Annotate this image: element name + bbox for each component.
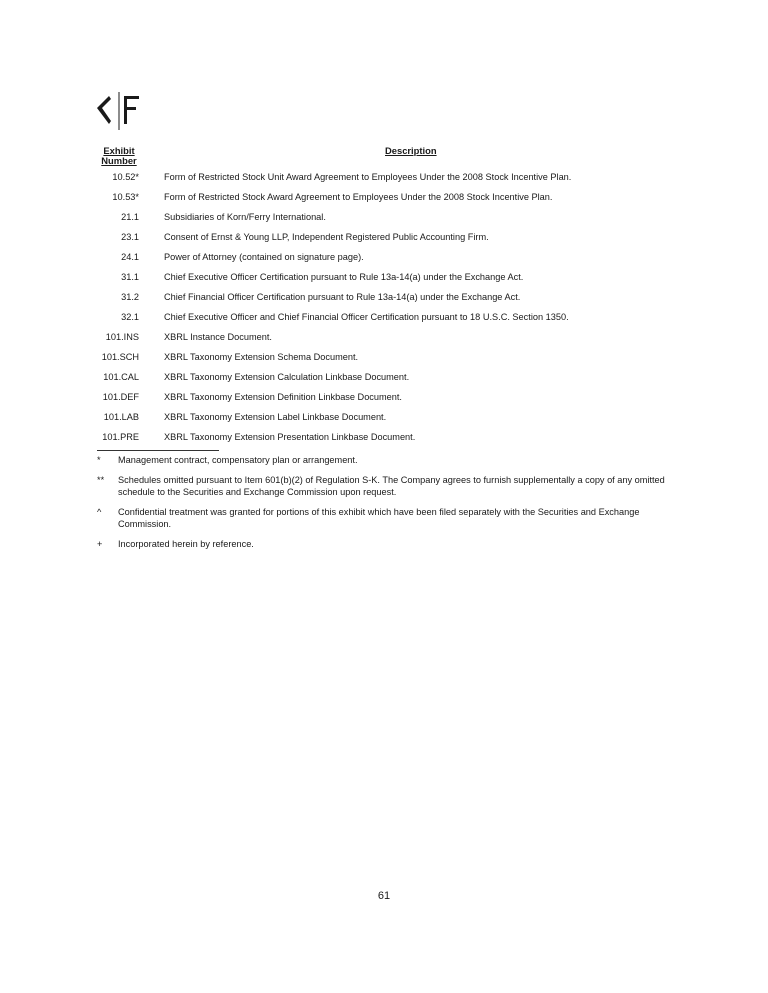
exhibit-row — [80, 331, 680, 343]
footnote-text: Management contract, compensatory plan or arrangement. — [118, 455, 358, 465]
exhibit-description: Consent of Ernst & Young LLP, Independent Registered Public Accounting Firm. — [164, 232, 489, 242]
exhibit-description: XBRL Taxonomy Extension Definition Linkbase Document. — [164, 392, 402, 402]
exhibit-row — [80, 191, 680, 203]
footnote-text: Confidential treatment was granted for portions of this exhibit which have been filed separately with the Securities and Exchange Commission. — [118, 507, 640, 529]
exhibit-number: 32.1 — [121, 312, 139, 322]
exhibit-number: 101.INS — [105, 332, 139, 342]
exhibit-number: 101.LAB — [103, 412, 139, 422]
exhibit-description: Form of Restricted Stock Unit Award Agreement to Employees Under the 2008 Stock Incentive Plan. — [164, 172, 572, 182]
exhibit-description: XBRL Taxonomy Extension Presentation Linkbase Document. — [164, 432, 416, 442]
exhibit-number: 21.1 — [121, 212, 139, 222]
exhibit-description: Subsidiaries of Korn/Ferry International. — [164, 212, 326, 222]
exhibit-row — [80, 251, 680, 263]
footnote-text: Schedules omitted pursuant to Item 601(b)(2) of Regulation S-K. The Company agrees to furnish supplementally a copy of any omitted schedule to the Securities and Exchange Commission upon request. — [118, 475, 665, 497]
page-number: 61 — [377, 890, 391, 902]
exhibit-description: Chief Executive Officer and Chief Financial Officer Certification pursuant to 18 U.S.C. Section 1350. — [164, 312, 569, 322]
exhibit-number: 10.53* — [112, 192, 139, 202]
exhibit-header-line2: Number — [101, 155, 137, 166]
exhibit-number: 23.1 — [121, 232, 139, 242]
exhibit-row — [80, 411, 680, 423]
exhibit-row — [80, 311, 680, 323]
exhibit-number: 101.CAL — [103, 372, 139, 382]
exhibit-number: 101.SCH — [101, 352, 139, 362]
exhibit-description: XBRL Instance Document. — [164, 332, 272, 342]
exhibit-description: XBRL Taxonomy Extension Label Linkbase Document. — [164, 412, 387, 422]
exhibit-header-line1: Exhibit — [103, 145, 135, 156]
description-header: Description — [385, 145, 437, 156]
exhibit-description: Chief Executive Officer Certification pursuant to Rule 13a-14(a) under the Exchange Act. — [164, 272, 524, 282]
exhibit-row — [80, 271, 680, 283]
exhibit-number: 101.DEF — [102, 392, 139, 402]
exhibit-number: 31.2 — [121, 292, 139, 302]
footnote-symbol: * — [97, 455, 101, 465]
exhibit-row — [80, 171, 680, 183]
exhibit-description: Form of Restricted Stock Award Agreement to Employees Under the 2008 Stock Incentive Plan. — [164, 192, 553, 202]
exhibit-description: Power of Attorney (contained on signature page). — [164, 252, 364, 262]
footnote-divider — [97, 450, 219, 451]
exhibit-description: XBRL Taxonomy Extension Schema Document. — [164, 352, 359, 362]
exhibit-number-header — [99, 146, 139, 166]
company-logo-icon — [95, 90, 143, 132]
footnote-symbol: + — [97, 539, 103, 549]
exhibit-row — [80, 371, 680, 383]
footnote-text: Incorporated herein by reference. — [118, 539, 254, 549]
footnote-symbol: ** — [97, 475, 105, 485]
footnote-symbol: ^ — [97, 507, 102, 517]
exhibit-row — [80, 211, 680, 223]
exhibit-row — [80, 291, 680, 303]
exhibit-description: XBRL Taxonomy Extension Calculation Linkbase Document. — [164, 372, 410, 382]
exhibit-number: 24.1 — [121, 252, 139, 262]
exhibit-row — [80, 431, 680, 443]
exhibit-row — [80, 351, 680, 363]
exhibit-number: 10.52* — [112, 172, 139, 182]
exhibit-row — [80, 231, 680, 243]
exhibit-description: Chief Financial Officer Certification pursuant to Rule 13a-14(a) under the Exchange Act. — [164, 292, 521, 302]
exhibit-number: 101.PRE — [102, 432, 139, 442]
exhibit-row — [80, 391, 680, 403]
exhibit-number: 31.1 — [121, 272, 139, 282]
